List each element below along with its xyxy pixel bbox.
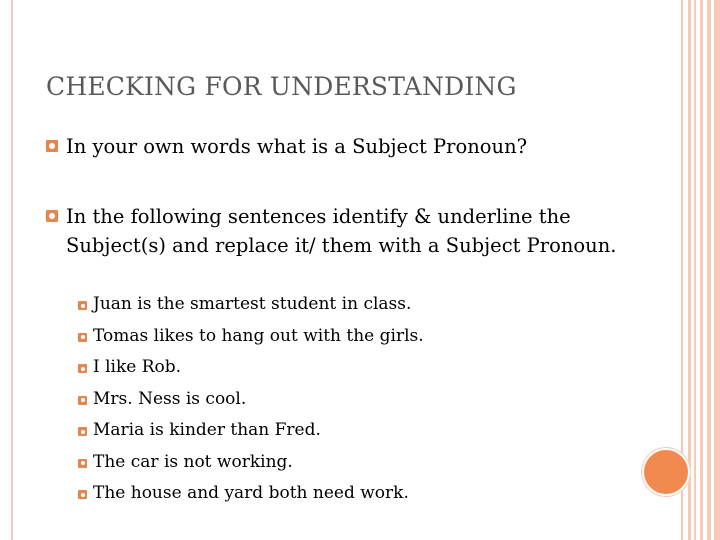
bullet-text: In your own words what is a Subject Pronoun? bbox=[66, 135, 528, 158]
sentence-text: The house and yard both need work. bbox=[93, 483, 409, 503]
decorative-stripe bbox=[714, 0, 720, 540]
decorative-circle bbox=[642, 448, 690, 496]
sub-bullet-icon bbox=[78, 301, 87, 310]
bullet-icon bbox=[46, 210, 58, 222]
decorative-stripe bbox=[700, 0, 703, 540]
sub-bullet-icon bbox=[78, 364, 87, 373]
sentence-text: Tomas likes to hang out with the girls. bbox=[93, 325, 424, 346]
slide-title: CHECKING FOR UNDERSTANDING bbox=[46, 72, 517, 101]
sentence-text: I like Rob. bbox=[93, 357, 182, 377]
sub-bullet-icon bbox=[78, 459, 87, 468]
decorative-stripe bbox=[707, 0, 711, 540]
sentence-text: Juan is the smartest student in class. bbox=[93, 294, 412, 314]
decorative-stripe bbox=[688, 0, 691, 540]
bullet-icon bbox=[46, 140, 58, 152]
sentence-text: The car is not working. bbox=[93, 451, 293, 472]
sentence-text: Mrs. Ness is cool. bbox=[93, 388, 247, 409]
sentence-text: Maria is kinder than Fred. bbox=[93, 420, 321, 440]
sub-bullet-icon bbox=[78, 427, 87, 436]
sub-bullet-icon bbox=[78, 396, 87, 405]
sub-bullet-icon bbox=[78, 490, 87, 499]
decorative-stripe bbox=[694, 0, 696, 540]
bullet-text: In the following sentences identify & underline the Subject(s) and replace it/ them with a Subject Pronoun. bbox=[66, 205, 617, 257]
sub-bullet-icon bbox=[78, 333, 87, 342]
